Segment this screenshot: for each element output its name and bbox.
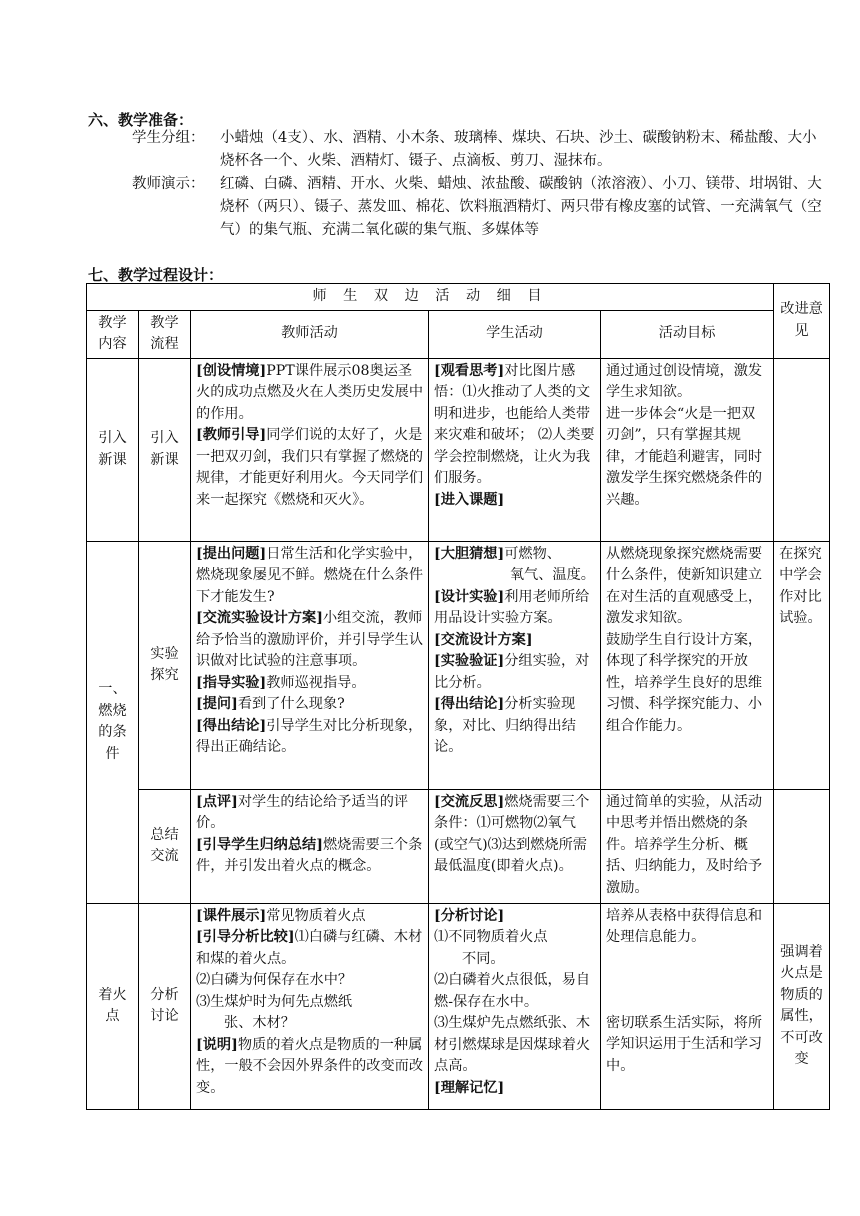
text: ⑶生煤炉先点燃纸张、木材引燃煤球是因煤球着火点高。 (434, 1015, 591, 1074)
tag: [进入课题] (434, 491, 505, 508)
tag: [引导分析比较] (196, 929, 295, 945)
text: 小组交流，教师给予恰当的激励评价，并引导学生认识做对比试验的注意事项。 (196, 610, 424, 669)
student-prep-text: 小蜡烛（4支）、水、酒精、小木条、玻璃棒、煤块、石块、沙土、碳酸钠粉末、稀盐酸、大小烧杯各一个、火柴、酒精灯、镊子、点滴板、剪刀、湿抹布。 (220, 130, 817, 169)
table-row (87, 789, 830, 903)
teacher-prep-row (132, 173, 822, 242)
teacher-cell (191, 358, 429, 541)
text: 对比图片感悟：⑴火推动了人类的文明和进步，也能给人类带来灾难和破坏； ⑵人类要学会控制燃烧，让火为我们服务。 (434, 362, 595, 486)
text: 不同。 (462, 950, 505, 967)
text: ⑵白磷为何保存在水中？ (196, 972, 353, 988)
tag: [交流设计方案] (434, 631, 533, 648)
tag: [创设情境] (196, 362, 267, 379)
text: PPT课件展示08奥运圣火的成功点燃及火在人类历史发展中的作用。 (196, 362, 424, 422)
tag: [实验验证] (434, 653, 505, 669)
goal-cell (601, 358, 774, 541)
text: 同学们说的太好了，火是一把双刃剑，我们只有掌握了燃烧的规律，才能更好利用火。今天同学们来一起探究《燃烧和灭火》。 (196, 427, 424, 508)
text: 引导学生对比分析现象，得出正确结论。 (196, 717, 423, 755)
text: 物质的着火点是物质的一种属性，一般不会因外界条件的改变而改变。 (196, 1036, 424, 1096)
teacher-prep-text: 红磷、白磷、酒精、开水、火柴、蜡烛、浓盐酸、碳酸钠（浓溶液）、小刀、镁带、坩埚钳、大烧杯（两只）、镊子、蒸发皿、棉花、饮料瓶酒精灯、两只带有橡皮塞的试管、一充满氧气（空气）的集气瓶、充满二氧化碳的集气瓶、多媒体等 (220, 176, 822, 238)
header-teacher: 教师活动 (191, 310, 429, 358)
goal-cell (601, 541, 774, 789)
tag: [交流反思] (434, 793, 505, 810)
goal-cell (601, 789, 774, 903)
improve-cell: 在探究中学会作对比试验。 (774, 541, 830, 789)
tag: [说明] (196, 1036, 238, 1053)
header-improve: 改进意见 (774, 284, 830, 359)
student-cell (429, 789, 601, 903)
text: 可燃物、 (504, 545, 561, 562)
text: 看到了什么现象? (237, 696, 345, 712)
text: ⑵白磷着火点很低，易自燃-保存在水中。 (434, 972, 591, 1010)
tag: [得出结论] (434, 696, 505, 712)
flow-cell: 引入新课 (139, 358, 191, 541)
text: 燃烧需要三个条件：⑴可燃物⑵氧气(或空气)⑶达到燃烧所需最低温度(即着火点)。 (434, 793, 590, 874)
goal-text: 培养从表格中获得信息和处理信息能力。 (606, 907, 763, 945)
flow-cell: 实验探究 (139, 541, 191, 789)
teacher-cell (191, 903, 429, 1109)
goal-text: 从燃烧现象探究燃烧需要什么条件，使新知识建立在对生活的直观感受上，激发求知欲。 (606, 545, 763, 626)
table-row (87, 358, 830, 541)
content-cell: 引入新课 (87, 358, 139, 541)
text: 氧气、温度。 (509, 567, 595, 583)
flow-cell: 分析讨论 (139, 903, 191, 1109)
tag: [大胆猜想] (434, 545, 505, 562)
header-goal: 活动目标 (601, 310, 774, 358)
text: 教师巡视指导。 (266, 674, 366, 691)
tag: [指导实验] (196, 674, 267, 691)
improve-cell (774, 789, 830, 903)
header-student: 学生活动 (429, 310, 601, 358)
text: 燃烧需要三个条件，并引发出着火点的概念。 (196, 836, 423, 874)
text: 对学生的结论给予适当的评价。 (196, 793, 409, 831)
teaching-process-table (86, 283, 830, 1110)
tag: [提出问题] (196, 545, 267, 562)
improve-cell (774, 358, 830, 541)
student-cell (429, 358, 601, 541)
tag: [观看思考] (434, 362, 505, 379)
content-cell: 着火点 (87, 903, 139, 1109)
header-activity-details: 师 生 双 边 活 动 细 目 (87, 284, 774, 311)
text: ⑴白磷与红磷、木材和煤的着火点。 (196, 929, 423, 967)
text: 日常生活和化学实验中，燃烧现象屡见不鲜。燃烧在什么条件下才能发生? (196, 545, 424, 605)
tag: [提问] (196, 696, 238, 712)
header-flow: 教学流程 (139, 310, 191, 358)
text: 张、木材？ (224, 1015, 295, 1031)
goal-text: 密切联系生活实际，将所学知识运用于生活和学习中。 (606, 1014, 763, 1074)
student-prep-row (132, 127, 822, 173)
tag: [理解记忆] (434, 1079, 505, 1096)
teacher-cell (191, 789, 429, 903)
section-seven-title: 七、教学过程设计： (88, 266, 224, 284)
tag: [设计实验] (434, 588, 505, 605)
section-six-title: 六、教学准备： (88, 111, 194, 129)
goal-text: 进一步体会“火是一把双刃剑”，只有掌握其规律，才能趋利避害，同时激发学生探究燃烧条件的兴趣。 (606, 405, 763, 508)
improve-cell: 强调着火点是物质的属性，不可改变 (774, 903, 830, 1109)
content-cell: 一、燃烧的条件 (87, 541, 139, 903)
tag: [交流实验设计方案] (196, 610, 323, 626)
header-content: 教学内容 (87, 310, 139, 358)
student-prep-label: 学生分组： (132, 130, 205, 146)
flow-cell: 总结交流 (139, 789, 191, 903)
goal-text: 鼓励学生自行设计方案，体现了科学探究的开放性，培养学生良好的思维习惯、科学探究能力、小组合作能力。 (606, 631, 763, 734)
text: ⑶生煤炉时为何先点燃纸 (196, 993, 353, 1010)
table-row (87, 541, 830, 789)
teacher-cell (191, 541, 429, 789)
tag: [点评] (196, 793, 238, 810)
text: 分组实验，对比分析。 (434, 653, 590, 691)
goal-text: 通过通过创设情境，激发学生求知欲。 (606, 362, 763, 400)
tag: [得出结论] (196, 717, 267, 734)
tag: [教师引导] (196, 427, 267, 443)
goal-cell (601, 903, 774, 1109)
student-cell (429, 903, 601, 1109)
text: ⑴不同物质着火点 (434, 929, 548, 945)
teacher-prep-label: 教师演示： (132, 176, 205, 192)
student-cell (429, 541, 601, 789)
text: 常见物质着火点 (266, 907, 366, 924)
tag: [引导学生归纳总结] (196, 836, 323, 853)
table-row (87, 903, 830, 1109)
tag: [分析讨论] (434, 907, 505, 924)
goal-text: 通过简单的实验，从活动中思考并悟出燃烧的条件。培养学生分析、概括、归纳能力，及时给予激励。 (606, 793, 763, 896)
text: 利用老师所给用品设计实验方案。 (434, 588, 590, 626)
tag: [课件展示] (196, 907, 267, 924)
text: 分析实验现象，对比、归纳得出结论。 (434, 696, 576, 755)
